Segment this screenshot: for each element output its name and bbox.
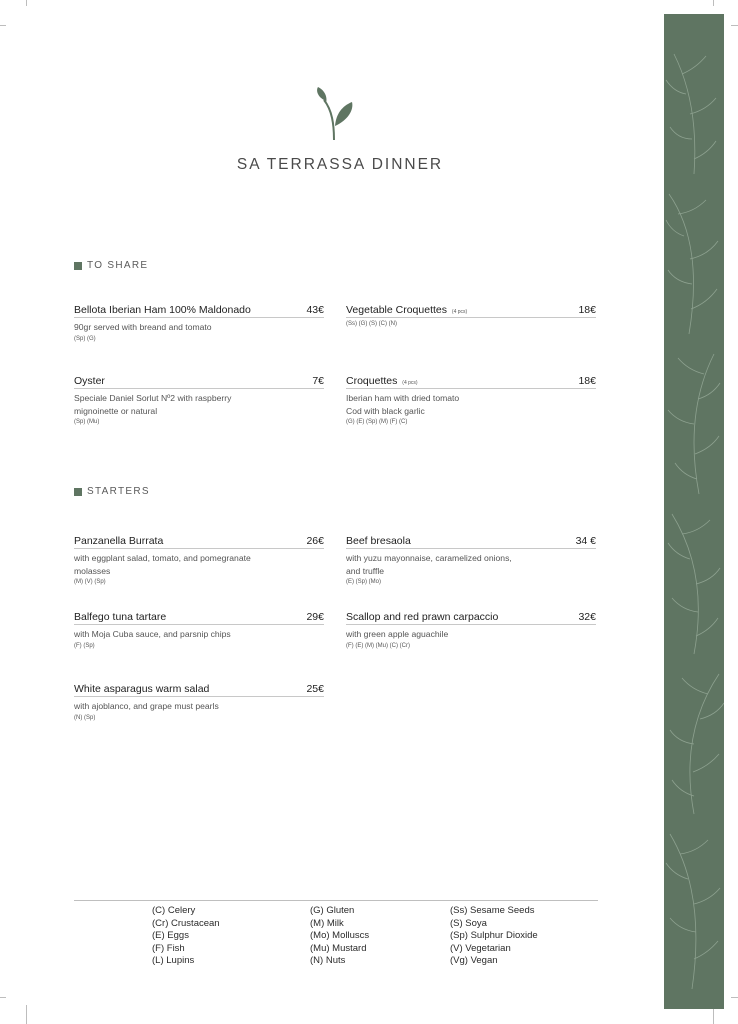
item-description	[346, 392, 596, 417]
crop-mark	[731, 25, 738, 26]
item-description-line: with eggplant salad, tomato, and pomegranate	[74, 553, 251, 563]
item-price: 26€	[306, 535, 324, 547]
crop-mark	[26, 0, 27, 6]
crop-mark	[713, 0, 714, 6]
square-bullet-icon	[74, 262, 82, 270]
item-price: 7€	[312, 375, 324, 387]
legend-entry: (F) Fish	[152, 942, 185, 954]
item-name: Croquettes	[346, 375, 398, 387]
item-name: Bellota Iberian Ham 100% Maldonado	[74, 304, 251, 316]
allergen-legend-column	[450, 905, 538, 968]
menu-item-header	[346, 304, 596, 318]
item-description-line: molasses	[74, 565, 111, 576]
item-description-line: Cod with black garlic	[346, 405, 425, 416]
item-description-line: and truffle	[346, 565, 385, 576]
menu-item-header	[74, 611, 324, 625]
item-allergens: (Sp) (G)	[74, 335, 96, 342]
item-price: 18€	[578, 304, 596, 316]
menu-item	[74, 375, 324, 425]
item-description-line: mignoinette or natural	[74, 405, 158, 416]
legend-entry: (C) Celery	[152, 905, 196, 916]
item-description	[74, 552, 324, 577]
menu-item-header	[74, 375, 324, 389]
item-description: with ajoblanco, and grape must pearls	[74, 701, 219, 711]
legend-entry: (V) Vegetarian	[450, 942, 511, 954]
menu-item-header	[74, 304, 324, 318]
crop-mark	[0, 25, 6, 26]
item-name: Scallop and red prawn carpaccio	[346, 611, 499, 623]
item-price: 34 €	[575, 535, 596, 547]
section-title: STARTERS	[87, 486, 150, 497]
item-allergens: (G) (E) (Sp) (M) (F) (C)	[346, 419, 408, 425]
item-price: 32€	[578, 611, 596, 623]
item-description	[74, 392, 324, 417]
item-name: Panzanella Burrata	[74, 535, 164, 547]
item-allergens: (E) (Sp) (Mo)	[346, 579, 381, 585]
item-name: Vegetable Croquettes	[346, 304, 447, 316]
legend-entry: (S) Soya	[450, 917, 487, 929]
crop-mark	[0, 997, 6, 998]
footer-divider	[74, 900, 598, 901]
item-name: Oyster	[74, 375, 105, 387]
legend-entry: (N) Nuts	[310, 955, 346, 966]
item-description: with Moja Cuba sauce, and parsnip chips	[74, 629, 231, 639]
legend-entry: (L) Lupins	[152, 955, 195, 966]
menu-title: SA TERRASSA DINNER	[236, 156, 444, 173]
section-heading-to-share	[74, 260, 148, 271]
section-title: TO SHARE	[87, 260, 149, 271]
legend-entry: (G) Gluten	[310, 905, 355, 916]
item-description: with green apple aguachile	[346, 629, 449, 639]
item-name: Beef bresaola	[346, 535, 411, 547]
legend-entry: (E) Eggs	[152, 930, 189, 941]
item-allergens: (N) (Sp)	[74, 714, 96, 721]
section-heading-starters	[74, 486, 150, 497]
item-name: Balfego tuna tartare	[74, 611, 167, 623]
legend-entry: (Cr) Crustacean	[152, 917, 220, 929]
legend-entry: (Sp) Sulphur Dioxide	[450, 930, 538, 941]
item-allergens: (F) (E) (M) (Mu) (C) (Cr)	[346, 642, 410, 649]
menu-item	[346, 304, 596, 327]
menu-item	[346, 535, 596, 585]
menu-item	[74, 535, 324, 585]
menu-item-header	[346, 611, 596, 625]
item-allergens: (Sp) (Mu)	[74, 419, 100, 425]
menu-item-header	[346, 375, 596, 389]
item-quantity: (4 pcs)	[451, 309, 468, 315]
menu-item-header	[74, 683, 324, 697]
legend-entry: (M) Milk	[310, 917, 344, 929]
menu-item	[346, 611, 596, 649]
leaf-pattern-icon	[664, 14, 724, 1009]
menu-item-header	[74, 535, 324, 549]
item-allergens: (F) (Sp)	[74, 642, 95, 649]
menu-item	[346, 375, 596, 425]
legend-entry: (Mo) Molluscs	[310, 930, 370, 941]
crop-mark	[26, 1005, 27, 1024]
legend-entry: (Vg) Vegan	[450, 955, 498, 966]
item-description-line: Speciale Daniel Sorlut Nº2 with raspberry	[74, 393, 232, 403]
item-price: 43€	[306, 304, 324, 316]
item-allergens: (Ss) (G) (S) (C) (N)	[346, 321, 397, 327]
menu-item	[74, 304, 324, 342]
allergen-legend-column	[310, 905, 369, 968]
legend-entry: (Mu) Mustard	[310, 942, 367, 954]
menu-item	[74, 611, 324, 649]
item-price: 25€	[306, 683, 324, 695]
item-description: 90gr served with breand and tomato	[74, 322, 212, 332]
menu-item-header	[346, 535, 596, 549]
menu-item	[74, 683, 324, 721]
item-quantity: (4 pcs)	[402, 380, 418, 386]
item-price: 18€	[578, 375, 596, 387]
item-description	[346, 552, 596, 577]
item-allergens: (M) (V) (Sp)	[74, 579, 106, 585]
item-description-line: Iberian ham with dried tomato	[346, 393, 460, 403]
decorative-leaf-band	[664, 14, 724, 1009]
crop-mark	[731, 997, 738, 998]
item-name: White asparagus warm salad	[74, 683, 210, 695]
item-name-wrap	[346, 375, 418, 387]
leaf-sprout-icon	[314, 86, 356, 142]
square-bullet-icon	[74, 488, 82, 496]
allergen-legend-column	[152, 905, 220, 968]
item-description-line: with yuzu mayonnaise, caramelized onions,	[346, 553, 512, 563]
item-name-wrap	[346, 304, 467, 316]
legend-entry: (Ss) Sesame Seeds	[450, 905, 535, 916]
item-price: 29€	[306, 611, 324, 623]
